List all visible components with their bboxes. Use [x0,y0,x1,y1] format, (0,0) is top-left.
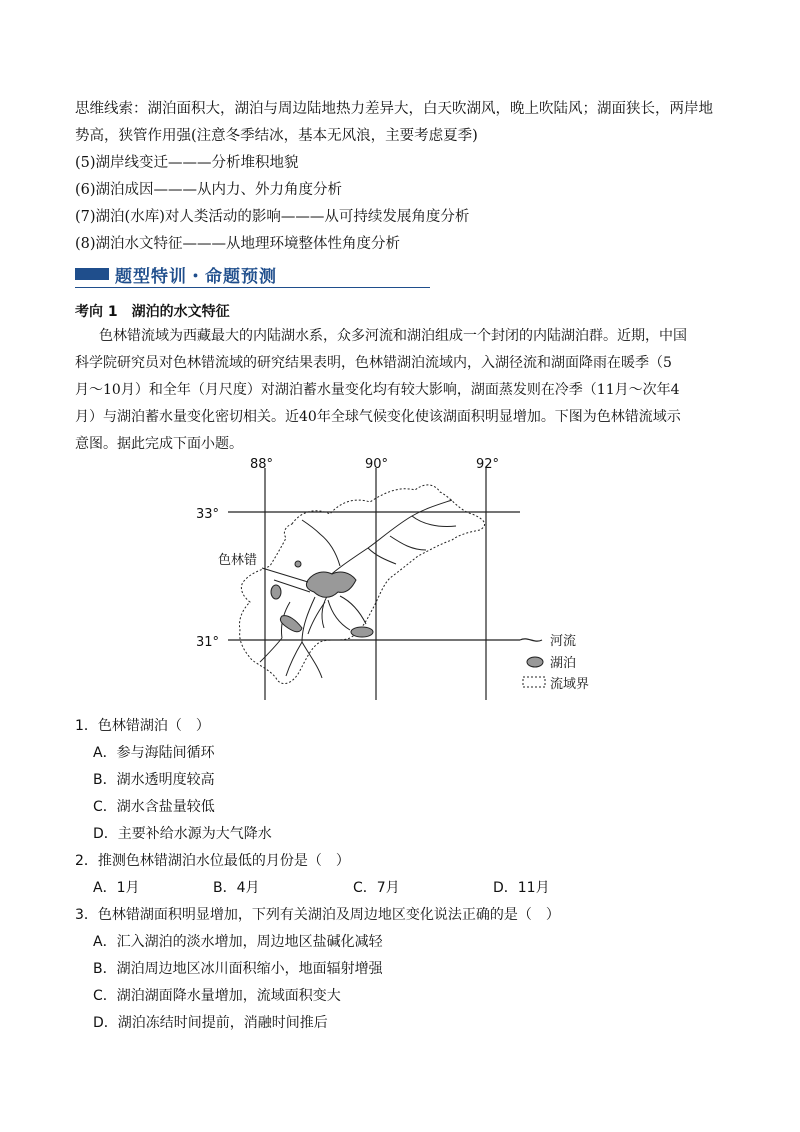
legend-label-river: 河流 [550,634,577,649]
section-title: 题型特训・命题预测 [115,267,277,287]
question-1-option-b[interactable]: B．湖水透明度较高 [93,772,215,788]
lake [271,585,281,599]
question-3-option-c[interactable]: C．湖泊湖面降水量增加，流域面积变大 [93,988,341,1004]
question-2-option-a[interactable]: A．1月 [93,880,140,896]
basin-boundary-icon [523,677,545,687]
question-3-option-d[interactable]: D．湖泊冻结时间提前，消融时间推后 [93,1015,328,1031]
river [412,516,456,527]
passage-line: 科学院研究员对色林错流域的研究结果表明，色林错湖泊流域内，入湖径流和湖面降雨在暖季（5 [75,355,672,371]
question-1-option-a[interactable]: A．参与海陆间循环 [93,745,215,761]
lake [295,561,301,567]
question-2-option-c[interactable]: C．7月 [353,880,400,896]
legend-label-boundary: 流域界 [550,677,590,692]
label-leader [262,568,308,582]
river [390,536,426,550]
river [328,600,350,630]
passage-line: 色林错流域为西藏最大的内陆湖水系，众多河流和湖泊组成一个封闭的内陆湖泊群。近期，中国 [99,328,687,344]
map-legend [520,633,589,692]
question-3-stem: 3．色林错湖面积明显增加，下列有关湖泊及周边地区变化说法正确的是（ ） [75,907,560,923]
section-header [75,262,430,288]
lake-label: 色林错 [218,553,258,568]
passage-line: 月～10月）和全年（月尺度）对湖泊蓄水量变化均有较大影响，湖面蒸发则在冷季（11月～次年4 [75,382,680,398]
river [340,596,366,624]
question-2-option-d[interactable]: D．11月 [493,880,550,896]
lake-icon [527,657,543,667]
passage-line: 意图。据此完成下面小题。 [75,436,243,452]
intro-line: (8)湖泊水文特征———从地理环境整体性角度分析 [75,236,401,252]
question-2-stem: 2．推测色林错湖泊水位最低的月份是（ ） [75,853,350,869]
lakes [271,561,373,637]
topic-heading: 考向 1 湖泊的水文特征 [75,304,230,320]
lat-label-31: 31° [196,635,220,650]
legend-label-lake: 湖泊 [550,656,577,671]
intro-line: (5)湖岸线变迁———分析堆积地貌 [75,155,299,171]
question-3-option-b[interactable]: B．湖泊周边地区冰川面积缩小，地面辐射增强 [93,961,383,977]
lon-label-92: 92° [476,457,500,472]
passage-line: 月）与湖泊蓄水量变化密切相关。近40年全球气候变化使该湖面积明显增加。下图为色林错流域示 [75,409,681,425]
selinco-basin-map [190,452,610,702]
river [302,520,340,566]
question-2-option-b[interactable]: B．4月 [213,880,260,896]
lake [351,627,373,637]
question-1-stem: 1．色林错湖泊（ ） [75,718,210,734]
section-bar-block [75,268,109,280]
intro-line: 势高，狭管作用强(注意冬季结冰，基本无风浪，主要考虑夏季) [75,128,478,144]
intro-line: (6)湖泊成因———从内力、外力角度分析 [75,182,343,198]
basin-boundary [239,485,484,684]
lon-label-88: 88° [250,457,274,472]
question-3-option-a[interactable]: A．汇入湖泊的淡水增加，周边地区盐碱化减轻 [93,934,383,950]
question-1-option-d[interactable]: D．主要补给水源为大气降水 [93,826,272,842]
lat-label-33: 33° [196,507,220,522]
river [302,597,315,642]
river [260,638,282,662]
lon-label-90: 90° [365,457,389,472]
section-rule [75,287,430,288]
lake-selinco [306,572,356,597]
river-icon [520,639,542,641]
question-1-option-c[interactable]: C．湖水含盐量较低 [93,799,215,815]
rivers [260,500,456,678]
river [368,548,396,564]
intro-line: (7)湖泊(水库)对人类活动的影响———从可持续发展角度分析 [75,209,470,225]
intro-line: 思维线索：湖泊面积大，湖泊与周边陆地热力差异大，白天吹湖风，晚上吹陆风；湖面狭长，两岸地 [75,101,713,117]
lake [280,616,302,632]
graticule [228,468,520,700]
